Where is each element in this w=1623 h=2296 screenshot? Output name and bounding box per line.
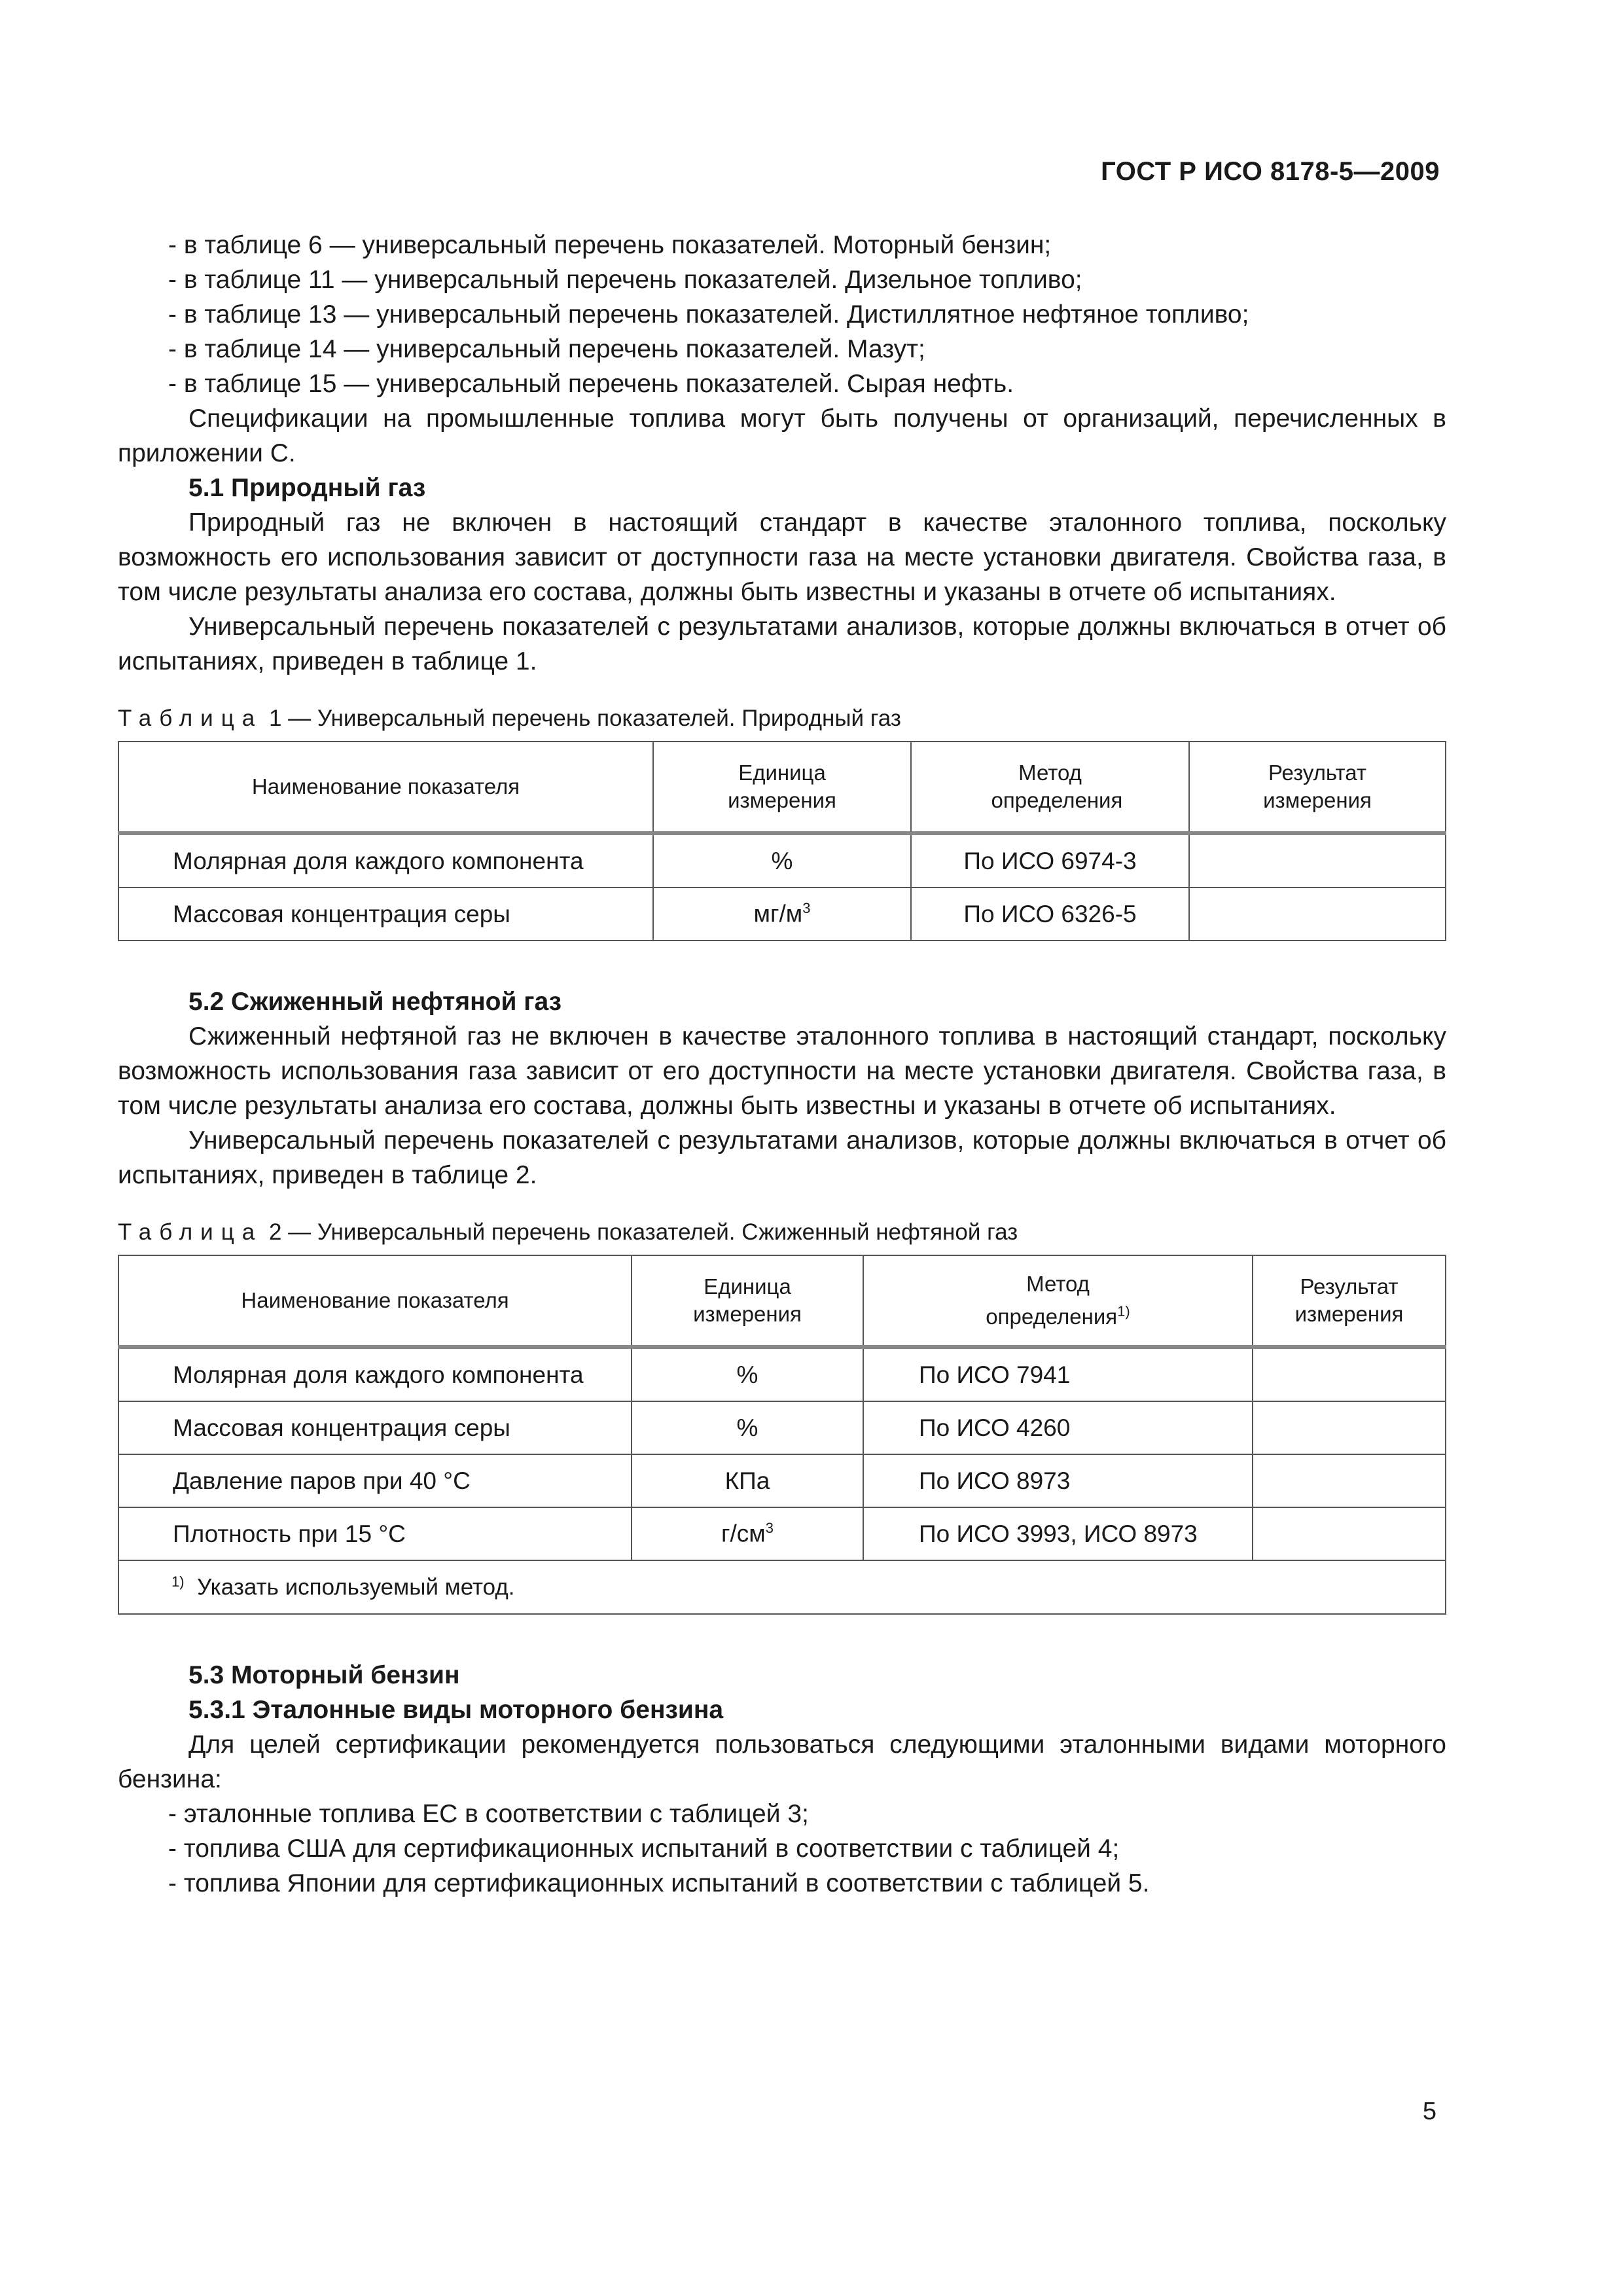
unit-cell: $г/см^3$ — [632, 1507, 863, 1560]
list-item: - в таблице 11 — универсальный перечень показателей. Дизельное топливо; — [168, 266, 1082, 294]
table-2 — [118, 1255, 1446, 1615]
table-row: Молярная доля каждого компонента % По ИСО 6974-3 — [118, 833, 1446, 888]
intro-list — [118, 228, 1446, 401]
column-header: Метод определения — [911, 742, 1189, 833]
table-footnote-row — [118, 1560, 1446, 1614]
section-heading-5-1: 5.1 Природный газ — [188, 474, 426, 502]
list-item: - в таблице 6 — универсальный перечень показателей. Моторный бензин; — [168, 231, 1052, 259]
column-header: Результат измерения — [1189, 742, 1446, 833]
table-row: Массовая концентрация серы $мг/м^3$ По ИСО 6326-5 — [118, 888, 1446, 941]
column-header: Наименование показателя — [118, 1255, 632, 1347]
paragraph: Природный газ не включен в настоящий стандарт в качестве эталонного топлива, поскольку возможность его использования зависит от доступности газа на месте установки двигателя. Свойства газа, в том числе результаты анализа его состава, должны быть известны и указаны в отчете об испытаниях. — [118, 509, 1446, 606]
list-item: - в таблице 14 — универсальный перечень показателей. Мазут; — [168, 335, 925, 363]
list-item: - в таблице 15 — универсальный перечень показателей. Сырая нефть. — [168, 370, 1014, 398]
table-row: Молярная доля каждого компонента % По ИСО 7941 — [118, 1347, 1446, 1401]
list-item: - в таблице 13 — универсальный перечень показателей. Дистиллятное нефтяное топливо; — [168, 300, 1249, 329]
caption-text: 2 — Универсальный перечень показателей. Сжиженный нефтяной газ — [268, 1219, 1018, 1245]
page-content — [118, 228, 1446, 1901]
unit-cell: $мг/м^3$ — [653, 888, 911, 941]
caption-label: Таблица — [118, 706, 263, 731]
table-2-caption — [118, 1217, 1446, 1247]
column-header: Результат измерения — [1253, 1255, 1446, 1347]
column-header: Единица измерения — [653, 742, 911, 833]
paragraph: Сжиженный нефтяной газ не включен в качестве эталонного топлива в настоящий стандарт, поскольку возможность использования газа зависит от его доступности на месте установки двигателя. Свойства газа, в том числе результаты анализа его состава, должны быть известны и указаны в отчете об испытаниях. — [118, 1022, 1446, 1120]
caption-label: Таблица — [118, 1219, 263, 1245]
table-row: Массовая концентрация серы % По ИСО 4260 — [118, 1401, 1446, 1454]
page-number: 5 — [1422, 2098, 1436, 2125]
section-heading-5-3: 5.3 Моторный бензин — [188, 1661, 460, 1689]
caption-text: 1 — Универсальный перечень показателей. Природный газ — [268, 706, 901, 731]
column-header: Метод определения$^{1)}$ — [863, 1255, 1253, 1347]
paragraph: Универсальный перечень показателей с результатами анализов, которые должны включаться в отчет об испытаниях, приведен в таблице 1. — [118, 613, 1446, 675]
paragraph: Универсальный перечень показателей с результатами анализов, которые должны включаться в отчет об испытаниях, приведен в таблице 2. — [118, 1126, 1446, 1189]
table-1 — [118, 741, 1446, 941]
spec-paragraph: Спецификации на промышленные топлива могут быть получены от организаций, перечисленных в приложении С. — [118, 404, 1446, 467]
paragraph: Для целей сертификации рекомендуется пользоваться следующими эталонными видами моторного бензина: — [118, 1731, 1446, 1793]
list-item: - эталонные топлива ЕС в соответствии с таблицей 3; — [168, 1800, 809, 1828]
table-1-caption — [118, 704, 1446, 733]
document-header: ГОСТ Р ИСО 8178-5—2009 — [1101, 157, 1440, 186]
table-row: Давление паров при 40 °С КПа По ИСО 8973 — [118, 1454, 1446, 1507]
list-item: - топлива США для сертификационных испытаний в соответствии с таблицей 4; — [168, 1835, 1120, 1863]
column-header: Единица измерения — [632, 1255, 863, 1347]
column-header: Наименование показателя — [118, 742, 653, 833]
table-footnote: $^{1)}$ Указать используемый метод. — [118, 1560, 1446, 1614]
section-heading-5-2: 5.2 Сжиженный нефтяной газ — [188, 988, 562, 1016]
subsection-heading-5-3-1: 5.3.1 Эталонные виды моторного бензина — [188, 1696, 724, 1724]
reference-fuels-list — [118, 1797, 1446, 1901]
list-item: - топлива Японии для сертификационных испытаний в соответствии с таблицей 5. — [168, 1869, 1150, 1897]
table-row: Плотность при 15 °С $г/см^3$ По ИСО 3993, ИСО 8973 — [118, 1507, 1446, 1560]
